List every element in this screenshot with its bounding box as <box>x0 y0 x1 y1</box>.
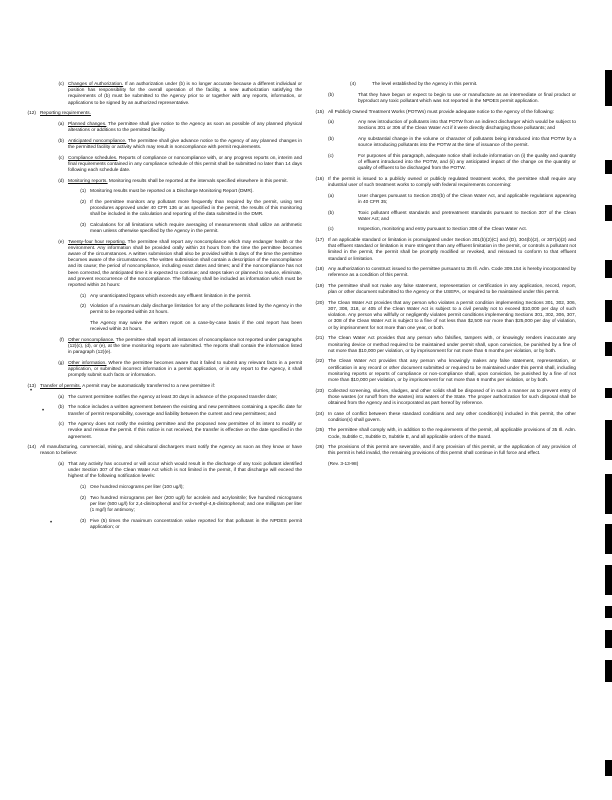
paragraph-number: (2) <box>80 199 86 205</box>
paragraph-text: Violation of a maximum daily discharge limitation for any of the pollutants listed by the Agency in the permit to be reported within 24 hours. <box>90 304 302 316</box>
paragraph-number: (26) <box>315 445 324 451</box>
paragraph <box>40 122 302 134</box>
paragraph-number: (19) <box>315 284 324 290</box>
scan-edge-mark <box>605 260 612 278</box>
paragraph-text: That any activity has occurred or will occur which would result in the discharge of any toxic pollutant identified under Section 307 of the Clean Water Act which is not limited in the permit, if that discharge will exceed the highest of the following notification levels: <box>68 462 302 480</box>
paragraph-text: The current permittee notifies the Agency at least 30 days in advance of the proposed transfer date; <box>68 394 278 400</box>
paragraph <box>40 338 302 357</box>
paragraph-text: All Publicly Owned Treatment Works (POTWs) must provide adequate notice to the Agency of the following: <box>328 109 554 115</box>
paragraph <box>40 304 302 316</box>
paragraph-text: The permittee shall report any noncompliance which may endanger health or the environment. Any information shall be provided orally within 24 hours from the time the permittee becomes aware of the circumstances. A written submission shall also be provided within 5 days of the time the permittee becomes aware of the circumstances. The written submission shall contain a description of the noncompliance and its cause; the period of noncompliance, including exact dates and times; and if the noncompliance has not been corrected, the anticipated time it is expected to continue; and steps taken or planned to reduce, eliminate, and prevent reoccurrence of the noncompliance. The following shall be included as information which must be reported within 24 hours: <box>68 239 303 288</box>
paragraph-number: (21) <box>315 336 324 342</box>
paragraph-text: Any authorization to construct issued to the permittee pursuant to 35 Ill. Adm. Code 309.154 is hereby incorporated by reference as a condition of this permit. <box>328 267 576 279</box>
paragraph-text: Any new introduction of pollutants into that POTW from an indirect discharger which would be subject to Sections 301 or 306 of the Clean Water Act if it were directly discharging those pollutants; and <box>358 120 576 132</box>
paragraph <box>40 200 302 219</box>
paragraph-text: Inspection, monitoring and entry pursuant to Section 308 of the Clean Water Act. <box>358 227 528 233</box>
paragraph-number: (2) <box>80 495 86 501</box>
paragraph-number: (18) <box>315 267 324 273</box>
paragraph-text: The notice includes a written agreement between the existing and new permittees containing a specific date for transfer of permit responsibility, coverage and liability between the current and new permittees; and <box>68 405 302 417</box>
paragraph <box>315 176 576 189</box>
paragraph-text: The Clean Water Act provides that any person who violates a permit condition implementing Sections 301, 302, 306, 307, 308, 318, or 405 of the Clean Water Act is subject to a civil penalty not to exceed $10,000 per day of such violation. Any person who willfully or negligently violates permit conditions implementing Sections 301, 302, 306, 307, or 308 of the Clean Water Act is subject to a fine of not less than $2,500 nor more than $25,000 per day of violation, or by imprisonment for not more than one year, or both. <box>328 300 576 331</box>
paragraph-number: (12) <box>27 111 36 117</box>
paragraph <box>315 267 576 279</box>
scan-edge-mark <box>605 630 612 648</box>
paragraph-heading: Transfer of permits. <box>40 384 82 390</box>
paragraph <box>315 359 576 384</box>
paragraph-heading: Other information. <box>68 361 107 367</box>
paragraph-number: (3) <box>80 222 86 228</box>
paragraph-text: Where the permittee becomes aware that it failed to submit any relevant facts in a permit application, or submitted incorrect information in a permit application, or in any report to the Agency, it shall promptly submit such facts or information. <box>68 361 302 379</box>
paragraph <box>328 227 576 233</box>
paragraph-text: The Clean Water Act provides that any person who falsifies, tampers with, or knowingly renders inaccurate any monitoring device or method required to be maintained under permit shall, upon conviction, be punished by a fine of not more than $10,000 per violation, or by imprisonment for not more than 6 months per violation, or by both. <box>328 336 576 354</box>
paragraph-text: The Agency may waive the written report on a case-by-case basis if the oral report has been received within 24 hours. <box>90 321 302 333</box>
paragraph-text: User charges pursuant to Section 204(b) of the Clean Water Act, and applicable regulations appearing in 40 CFR 35; <box>358 193 576 205</box>
paragraph-number: (22) <box>315 359 324 365</box>
paragraph-number: (b) <box>58 138 64 144</box>
paragraph-text: If an authorization under (b) is no longer accurate because a different individual or position has responsibility for the overall operation of the facility, a new authorization satisfying the requirements of (b) must be submitted to the Agency prior to or together with any reports, information, or applications to be signed by an authorized representative. <box>68 82 302 106</box>
paragraph-number: (20) <box>315 300 324 306</box>
paragraph-number: (b) <box>58 405 64 411</box>
scan-edge-mark <box>605 760 612 776</box>
paragraph <box>40 156 302 175</box>
paragraph <box>328 462 576 468</box>
scan-edge-mark <box>605 342 612 356</box>
paragraph-number: (a) <box>328 120 334 126</box>
paragraph-number: (3) <box>80 518 86 524</box>
paragraph-text: Reports of compliance or noncompliance with, or any progress reports on, interim and final requirements contained in any compliance schedule of this permit shall be submitted no later than 14 days following each schedule date. <box>68 155 302 173</box>
paragraph <box>315 411 576 424</box>
scan-edge-mark <box>605 524 612 554</box>
paragraph-text: One hundred micrograms per liter (100 ug/l); <box>90 485 184 491</box>
scan-edge-mark <box>605 300 612 322</box>
paragraph-number: (b) <box>328 210 334 216</box>
scan-edge-mark <box>605 660 612 682</box>
paragraph-text: The permittee shall give advance notice to the Agency of any planned changes in the permitted facility or activity which may result in noncompliance with permit requirements. <box>68 138 302 150</box>
scan-edge-mark <box>605 606 612 618</box>
scan-edge-mark <box>605 420 612 460</box>
paragraph-number: (24) <box>315 411 324 417</box>
paragraph <box>40 321 302 333</box>
scan-speck: • <box>42 408 45 414</box>
paragraph-number: (14) <box>27 445 36 451</box>
paragraph-heading: Twenty-four hour reporting. <box>68 239 126 245</box>
paragraph-heading: Planned changes. <box>68 121 107 127</box>
scan-speck: • <box>50 520 53 526</box>
scan-edge-mark <box>605 160 612 174</box>
paragraph-number: (d) <box>58 178 64 184</box>
paragraph <box>315 445 576 457</box>
paragraph-text: Monitoring results must be reported on a Discharge Monitoring Report (DMR). <box>90 189 254 195</box>
paragraph-number: (e) <box>58 239 64 245</box>
paragraph-number: (b) <box>328 137 334 143</box>
paragraph-number: (23) <box>315 388 324 394</box>
paragraph-number: (1) <box>80 189 86 195</box>
paragraph-number: (c) <box>58 155 64 161</box>
paragraph-number: (1) <box>80 293 86 299</box>
paragraph <box>315 388 576 408</box>
paragraph-text: If the permit is issued to a publicly owned or publicly regulated treatment works, the permittee shall require any industrial user of such treatment works to comply with federal requirements concerning: <box>328 176 576 189</box>
paragraph-number: (c) <box>58 422 64 428</box>
paragraph <box>328 120 576 132</box>
paragraph-heading: Compliance schedules. <box>68 155 118 161</box>
paragraph <box>40 422 302 441</box>
paragraph-text: Any unanticipated bypass which exceeds any effluent limitation in the permit. <box>90 293 252 299</box>
paragraph-number: (2) <box>80 304 86 310</box>
paragraph-heading: Monitoring reports. <box>68 178 108 184</box>
paragraph-number: (17) <box>315 238 324 244</box>
paragraph-number: (f) <box>59 338 64 343</box>
paragraph <box>40 240 302 289</box>
paragraph-number: (c) <box>328 153 334 159</box>
paragraph-number: (g) <box>58 361 64 367</box>
paragraph-text: The permittee shall comply with, in addition to the requirements of the permit, all applicable provisions of 35 Ill. Adm. Code, Subtitle C, Subtitle D, Subtitle E, and all applicable orders of the Board. <box>328 428 576 440</box>
paragraph-number: (15) <box>315 109 324 115</box>
paragraph <box>328 194 576 206</box>
paragraph-number: (c) <box>328 227 334 233</box>
paragraph-number: (b) <box>328 92 334 98</box>
paragraph-text: Toxic pollutant effluent standards and pretreatment standards pursuant to Section 307 of the Clean Water Act; and <box>358 210 576 222</box>
paragraph <box>315 336 576 355</box>
paragraph <box>40 485 302 491</box>
paragraph <box>27 445 302 457</box>
paragraph-text: The permittee shall report all instances of noncompliance not reported under paragraphs (12)(c), (d), or (e), at the time monitoring reports are submitted. The reports shall contain the information listed in paragraph (12)(e). <box>68 338 302 356</box>
paragraph-text: If an applicable standard or limitation is promulgated under Section 301(b)(2)(C) and (D), 304(b)(2), or 307(a)(2) and that effluent standard or limitation is more stringent than any effluent limitation in the permit, or controls a pollutant not limited in the permit, the permit shall be promptly modified or revoked, and reissued to conform to that effluent standard or limitation. <box>328 238 576 262</box>
paragraph-text: Collected screening, slurries, sludges, and other solids shall be disposed of in such a manner as to prevent entry of those wastes (or runoff from the wastes) into waters of the State. The proper authorization for such disposal shall be obtained from the Agency and is incorporated as part hereof by reference. <box>328 388 576 406</box>
paragraph <box>40 496 302 515</box>
paragraph-heading: Reporting requirements. <box>40 111 91 117</box>
paragraph-number: (a) <box>58 394 64 400</box>
paragraph-text: The provisions of this permit are severable, and if any provision of this permit, or the application of any provision of this permit is held invalid, the remaining provisions of this permit shall continue in full force and effect. <box>328 445 576 457</box>
scan-edge-mark <box>605 70 612 106</box>
paragraph-text: Calculations for all limitations which require averaging of measurements shall utilize an arithmetic mean unless otherwise specified by the Agency in the permit. <box>90 222 302 235</box>
paragraph-text: The permittee shall not make any false statement, representation or certification in any application, record, report, plan or other document submitted to the Agency or the USEPA, or required to be maintained under this permit. <box>328 284 576 296</box>
paragraph <box>27 384 302 390</box>
paragraph <box>328 137 576 149</box>
scan-speck: • <box>30 388 33 394</box>
paragraph-number: (a) <box>58 121 64 127</box>
paragraph-text: Any substantial change in the volume or character of pollutants being introduced into that POTW by a source introducing pollutants into the POTW at the time of issuance of the permit. <box>358 137 576 149</box>
paragraph-text: In case of conflict between these standard conditions and any other condition(s) included in this permit, the other condition(s) shall govern. <box>328 411 576 423</box>
paragraph <box>40 462 302 481</box>
paragraph-text: The Agency does not notify the existing permittee and the proposed new permittee of its intent to modify or revoke and reissue the permit. If this notice is not received, the transfer is effective on the date specified in the agreement. <box>68 422 302 440</box>
scan-edge-mark <box>605 205 612 221</box>
paragraph-text: All manufacturing, commercial, mining, and silvicultural dischargers must notify the Agency as soon as they know or have reason to believe: <box>40 445 302 457</box>
paragraph-text: If the permittee monitors any pollutant more frequently than required by the permit, using test procedures approved under 40 CFR 136 or as specified in the permit, the results of this monitoring shall be included in the calculation and reporting of the data submitted in the DMR. <box>90 199 302 218</box>
paragraph <box>40 139 302 151</box>
paragraph <box>40 294 302 300</box>
paragraph <box>40 361 302 380</box>
paragraph-number: (1) <box>80 485 86 491</box>
paragraph-text: For purposes of this paragraph, adequate notice shall include information on (i) the quality and quantity of effluent introduced into the POTW, and (ii) any anticipated impact of the change on the quantity or quality of effluent to be discharged from the POTW. <box>358 153 576 172</box>
scan-edge-mark <box>605 565 612 595</box>
left-column <box>27 82 303 536</box>
paragraph-heading: Changes of Authorization. <box>68 82 124 87</box>
right-column <box>315 82 576 473</box>
paragraph-number: (4) <box>350 82 356 87</box>
scan-edge-mark <box>605 388 612 398</box>
paragraph <box>315 284 576 296</box>
paragraph <box>315 300 576 332</box>
paragraph <box>40 519 302 531</box>
paragraph <box>40 395 302 401</box>
paragraph-number: (a) <box>58 462 64 468</box>
paragraph <box>315 428 576 440</box>
paragraph-heading: Anticipated noncompliance. <box>68 138 127 144</box>
paragraph <box>40 223 302 235</box>
paragraph-number: (13) <box>27 384 36 390</box>
paragraph <box>328 211 576 223</box>
paragraph-text: The permittee shall give notice to the Agency as soon as possible of any planned physical alterations or additions to the permitted facility. <box>68 121 302 134</box>
paragraph <box>328 93 576 105</box>
paragraph <box>27 111 302 117</box>
paragraph-text: The Clean Water Act provides that any person who knowingly makes any false statement, representation, or certification in any record or other document submitted or required to be maintained under this permit shall, including monitoring reports or reports of compliance or non-compliance shall, upon conviction, be punished by a fine of not more than $10,000 per violation, or by imprisonment for not more than 6 months per violation, or by both. <box>328 359 576 383</box>
paragraph <box>40 179 302 185</box>
scan-edge-mark <box>605 474 612 514</box>
paragraph-text: The level established by the Agency in this permit. <box>372 82 478 87</box>
paragraph-number: (a) <box>328 193 334 199</box>
paragraph-text: That they have begun or expect to begin to use or manufacture as an intermediate or final product or byproduct any toxic pollutant which was not reported in the NPDES permit application. <box>358 92 576 104</box>
paragraph-text: Five (5) times the maximum concentration value reported for that pollutant in the NPDES permit application; or <box>90 518 302 530</box>
paragraph-text: Two hundred micrograms per liter (200 ug/l) for acrolein and acrylonitrile; five hundred micrograms per liter (500 ug/l) for 2,4-dinitrophenol and for 2-methyl-4,6-dinitrophenol; and one milligram per liter (1 mg/l) for antimony; <box>90 495 302 514</box>
paragraph-heading: Other noncompliance. <box>68 338 115 343</box>
paragraph <box>315 109 576 116</box>
paragraph <box>40 189 302 195</box>
paragraph <box>328 82 576 88</box>
paragraph-text: A permit may be automatically transferred to a new permittee if: <box>81 384 216 390</box>
paragraph-number: (16) <box>315 176 324 182</box>
paragraph-number: (c) <box>58 82 64 87</box>
paragraph <box>315 238 576 263</box>
paragraph-text: Monitoring results shall be reported at the intervals specified elsewhere in this permit. <box>107 178 288 184</box>
paragraph <box>40 405 302 417</box>
paragraph <box>328 154 576 173</box>
paragraph <box>40 82 302 107</box>
paragraph-text: (Rev. 3-13-98) <box>328 462 359 468</box>
paragraph-number: (25) <box>315 428 324 434</box>
